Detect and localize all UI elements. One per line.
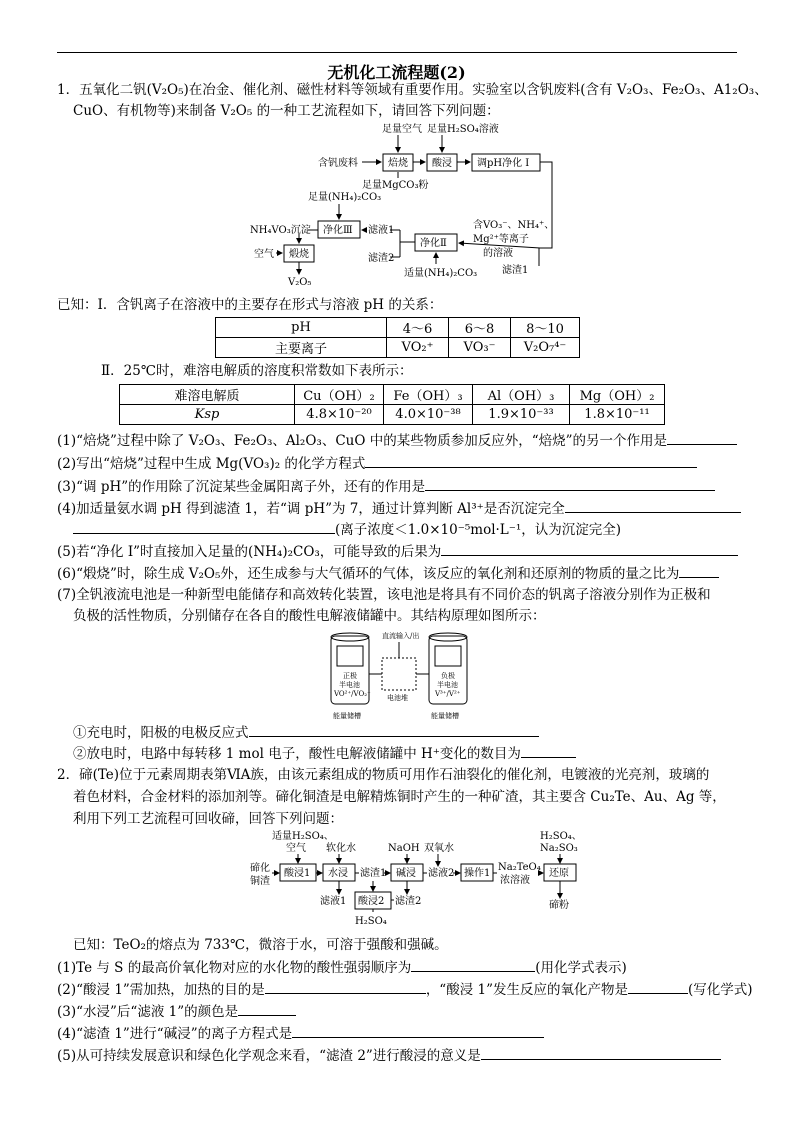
battery-pos-3: VO²⁺/VO₂⁺ xyxy=(334,690,371,698)
q2-flow-alk: 碱浸 xyxy=(396,868,416,879)
q2-flow-diagram xyxy=(248,828,588,928)
table2-head-3: Al（OH）₃ xyxy=(473,385,570,405)
q2-flow-reduce: 还原 xyxy=(549,868,569,879)
table1-head-0: pH xyxy=(216,318,387,338)
q2-sub1 xyxy=(57,957,627,978)
q1-sub7a: (7)全钒液流电池是一种新型电能储存和高效转化装置，该电池是将具有不同价态的钒离子溶液分别作为正极和 xyxy=(57,587,711,603)
q1-flow-precip: NH₄VO₃沉淀 xyxy=(250,225,311,236)
table2-row-4: 1.8×10⁻¹¹ xyxy=(570,405,665,425)
q1-flow-air-top: 足量空气 xyxy=(382,124,422,135)
q1-flow-purify1: 调pH净化 I xyxy=(477,158,530,169)
q2-sub3-blank[interactable] xyxy=(238,1001,296,1016)
table1-row-1: VO₂⁺ xyxy=(387,338,449,358)
q1-flow-filtrate1: 滤液1 xyxy=(368,225,395,236)
q2-flow-res1: 滤渣1 xyxy=(360,868,387,879)
header-rule xyxy=(57,52,737,53)
q1-flow-solution-l2: Mg²⁺等离子 xyxy=(473,234,529,245)
q2-sub2 xyxy=(57,979,753,1000)
q1-flow-nh4co3-top: 足量(NH₄)₂CO₃ xyxy=(308,192,382,203)
page-title: 无机化工流程题(2) xyxy=(327,63,466,82)
table2-row-0: Ksp xyxy=(120,405,295,425)
q1-sub7-2-text: ②放电时，电路中每转移 1 mol 电子，酸性电解液储罐中 H⁺变化的数目为 xyxy=(73,746,521,762)
q1-flow-diagram xyxy=(240,120,560,290)
q1-sub4a xyxy=(57,498,741,519)
q1-sub5-text: (5)若“净化 I”时直接加入足量的(NH₄)₂CO₃，可能导致的后果为 xyxy=(57,544,442,560)
q2-flow-fil2: 滤液2 xyxy=(428,868,455,879)
q1-sub4b xyxy=(73,519,621,540)
q2-sub3 xyxy=(57,1001,296,1022)
q1-sub6-blank[interactable] xyxy=(679,563,719,578)
table1-row-2: VO₃⁻ xyxy=(449,338,511,358)
q1-flow-feed: 含钒废料 xyxy=(318,158,358,169)
q1-sub2-text: (2)写出“焙烧”过程中生成 Mg(VO₃)₂ 的化学方程式 xyxy=(57,456,366,472)
q1-flow-mgco3: 足量MgCO₃粉 xyxy=(362,180,429,191)
q1-ph-table xyxy=(215,317,580,358)
battery-stack: 电池堆 xyxy=(387,694,408,702)
q2-sub2-blank1[interactable] xyxy=(265,979,426,994)
table2-row-3: 1.9×10⁻³³ xyxy=(473,405,570,425)
q1-sub1-text: (1)“焙烧”过程中除了 V₂O₃、Fe₂O₃、Al₂O₃、CuO 中的某些物质参加反应外，“焙烧”的另一个作用是 xyxy=(57,433,668,449)
table2-head-4: Mg（OH）₂ xyxy=(570,385,665,405)
q2-intro-line3: 利用下列工艺流程可回收碲，回答下列问题： xyxy=(73,811,343,827)
q2-known: 已知：TeO₂的熔点为 733℃，微溶于水，可溶于强酸和强碱。 xyxy=(73,937,448,953)
q2-flow-h2o2: 双氧水 xyxy=(424,843,454,854)
q2-sub5 xyxy=(57,1045,721,1066)
q2-flow-na2teo4-2: 浓溶液 xyxy=(500,875,530,886)
q1-flow-solution-l3: 的溶液 xyxy=(483,248,513,259)
battery-neg-1: 负极 xyxy=(441,672,455,680)
q2-flow-na2teo4-1: Na₂TeO₄ xyxy=(498,862,541,873)
q2-flow-h2so4: H₂SO₄、 xyxy=(540,831,582,842)
battery-pos-1: 正极 xyxy=(343,672,357,680)
q1-flow-air: 空气 xyxy=(254,249,274,260)
q1-flow-solution-l1: 含VO₃⁻、NH₄⁺、 xyxy=(473,220,555,231)
q2-sub2-text: (2)“酸浸 1”需加热，加热的目的是 xyxy=(57,982,265,998)
q2-sub4-text: (4)“滤渣 1”进行“碱浸”的离子方程式是 xyxy=(57,1026,293,1042)
q1-ksp-table xyxy=(119,384,665,425)
q1-sub1 xyxy=(57,430,737,451)
q2-flow-feed2: 铜渣 xyxy=(250,876,270,887)
flow-battery-diagram xyxy=(325,628,475,722)
q1-sub3-blank[interactable] xyxy=(425,476,715,491)
q1-flow-purify3: 净化Ⅲ xyxy=(323,225,353,236)
q1-known1: 已知：Ⅰ．含钒离子在溶液中的主要存在形式与溶液 pH 的关系： xyxy=(57,297,443,313)
table1-head-3: 8～10 xyxy=(511,318,580,338)
table1-row-3: V₂O₇⁴⁻ xyxy=(511,338,580,358)
q1-known2: Ⅱ．25℃时，难溶电解质的溶度积常数如下表所示： xyxy=(101,363,413,379)
q1-flow-leach: 酸浸 xyxy=(432,158,452,169)
q2-flow-h2so4-bottom: H₂SO₄ xyxy=(355,916,387,927)
q1-sub4a-text: (4)加适量氨水调 pH 得到滤渣 1，若“调 pH”为 7，通过计算判断 Al³⁺是否沉淀完全 xyxy=(57,501,565,517)
table1-row-0: 主要离子 xyxy=(216,338,387,358)
table2-head-1: Cu（OH）₂ xyxy=(295,385,384,405)
q1-sub4b-text: (离子浓度＜1.0×10⁻⁵mol·L⁻¹，认为沉淀完全) xyxy=(335,522,622,538)
q2-sub2-note: (写化学式) xyxy=(688,982,753,998)
q1-sub7-2-blank[interactable] xyxy=(521,743,576,758)
q1-sub7-1-blank[interactable] xyxy=(249,722,539,737)
q1-intro-line1: 1．五氧化二钒(V₂O₅)在冶金、催化剂、磁性材料等领域有重要作用。实验室以含钒废料(含有 V₂O₃、Fe₂O₃、A1₂O₃、 xyxy=(57,82,768,98)
q2-flow-feed1: 碲化 xyxy=(250,863,270,874)
q2-sub2-text-b: ，“酸浸 1”发生反应的氧化产物是 xyxy=(425,982,628,998)
q2-sub1-text: (1)Te 与 S 的最高价氧化物对应的水化物的酸性强弱顺序为 xyxy=(57,960,412,976)
q1-flow-acid-top: 足量H₂SO₄溶液 xyxy=(427,124,499,135)
q1-flow-calcine: 煅烧 xyxy=(289,249,309,260)
battery-neg-3: V³⁺/V²⁺ xyxy=(435,690,461,698)
battery-tank-2: 能量储槽 xyxy=(431,712,459,720)
q1-flow-residue2: 滤渣2 xyxy=(368,253,395,264)
q1-flow-product: V₂O₅ xyxy=(288,277,312,288)
battery-neg-2: 半电池 xyxy=(437,681,458,689)
q1-sub4b-blank[interactable] xyxy=(73,519,335,534)
q2-flow-op1: 操作1 xyxy=(464,868,491,879)
q1-sub2-blank[interactable] xyxy=(365,453,697,468)
q1-sub7-1-text: ①充电时，阳极的电极反应式 xyxy=(73,725,249,741)
q2-flow-water: 水浸 xyxy=(328,868,348,879)
q1-sub3-text: (3)“调 pH”的作用除了沉淀某些金属阳离子外，还有的作用是 xyxy=(57,479,426,495)
q2-sub2-blank2[interactable] xyxy=(628,979,688,994)
table1-head-1: 4～6 xyxy=(387,318,449,338)
q1-sub5 xyxy=(57,541,738,562)
q2-flow-soft: 软化水 xyxy=(326,843,356,854)
q2-sub4-blank[interactable] xyxy=(292,1023,544,1038)
q1-flow-residue1: 滤渣1 xyxy=(502,265,529,276)
table2-head-2: Fe（OH）₃ xyxy=(384,385,473,405)
q2-flow-fil1: 滤液1 xyxy=(320,896,347,907)
q1-sub4a-blank[interactable] xyxy=(565,498,741,513)
q2-flow-te: 碲粉 xyxy=(549,900,569,911)
battery-dc-label: 直流输入/出 xyxy=(382,632,420,640)
q2-flow-naoh: NaOH xyxy=(388,843,420,854)
q1-sub5-blank[interactable] xyxy=(441,541,738,556)
battery-tank-1: 能量储槽 xyxy=(333,712,361,720)
q2-sub1-blank[interactable] xyxy=(411,957,535,972)
table2-row-2: 4.0×10⁻³⁸ xyxy=(384,405,473,425)
q2-intro-line2: 着色材料，合金材料的添加剂等。碲化铜渣是电解精炼铜时产生的一种矿渣，其主要含 Cu₂Te、Au、Ag 等， xyxy=(73,789,726,805)
q1-sub7-1 xyxy=(73,722,539,743)
battery-pos-2: 半电池 xyxy=(339,681,360,689)
q2-flow-leach2: 酸浸2 xyxy=(358,896,385,907)
q2-flow-res2: 滤渣2 xyxy=(395,896,422,907)
q2-sub3-text: (3)“水浸”后“滤液 1”的颜色是 xyxy=(57,1004,239,1020)
q2-intro-line1: 2．碲(Te)位于元素周期表第ⅥA族，由该元素组成的物质可用作石油裂化的催化剂，电镀液的光亮剂，玻璃的 xyxy=(57,767,710,783)
table1-head-2: 6～8 xyxy=(449,318,511,338)
q1-flow-nh4co3-bottom: 适量(NH₄)₂CO₃ xyxy=(404,268,478,279)
q1-sub3 xyxy=(57,476,715,497)
q1-sub6-text: (6)“煅烧”时，除生成 V₂O₅外，还生成参与大气循环的气体，该反应的氧化剂和还原剂的物质的量之比为 xyxy=(57,566,680,582)
q1-sub6 xyxy=(57,563,719,584)
table2-head-0: 难溶电解质 xyxy=(120,385,295,405)
q1-sub7b: 负极的活性物质，分别储存在各自的酸性电解液储罐中。其结构原理如图所示： xyxy=(73,608,546,624)
q2-sub5-text: (5)从可持续发展意识和绿色化学观念来看，“滤渣 2”进行酸浸的意义是 xyxy=(57,1048,481,1064)
q2-sub1-note: (用化学式表示) xyxy=(535,960,627,976)
q2-flow-top2: 空气 xyxy=(286,843,306,854)
q1-sub7-2 xyxy=(73,743,576,764)
q1-intro-line2: CuO、有机物等)来制备 V₂O₅ 的一种工艺流程如下，请回答下列问题： xyxy=(73,103,500,119)
table2-row-1: 4.8×10⁻²⁰ xyxy=(295,405,384,425)
q1-sub2 xyxy=(57,453,697,474)
q2-sub5-blank[interactable] xyxy=(481,1045,721,1060)
q2-flow-na2so3: Na₂SO₃ xyxy=(540,843,578,854)
q2-sub4 xyxy=(57,1023,544,1044)
q1-sub1-blank[interactable] xyxy=(667,430,737,445)
q2-flow-top1: 适量H₂SO₄、 xyxy=(272,831,334,842)
q1-flow-roast: 焙烧 xyxy=(388,158,408,169)
q2-flow-leach1: 酸浸1 xyxy=(284,868,311,879)
q1-flow-purify2: 净化Ⅱ xyxy=(420,238,447,249)
